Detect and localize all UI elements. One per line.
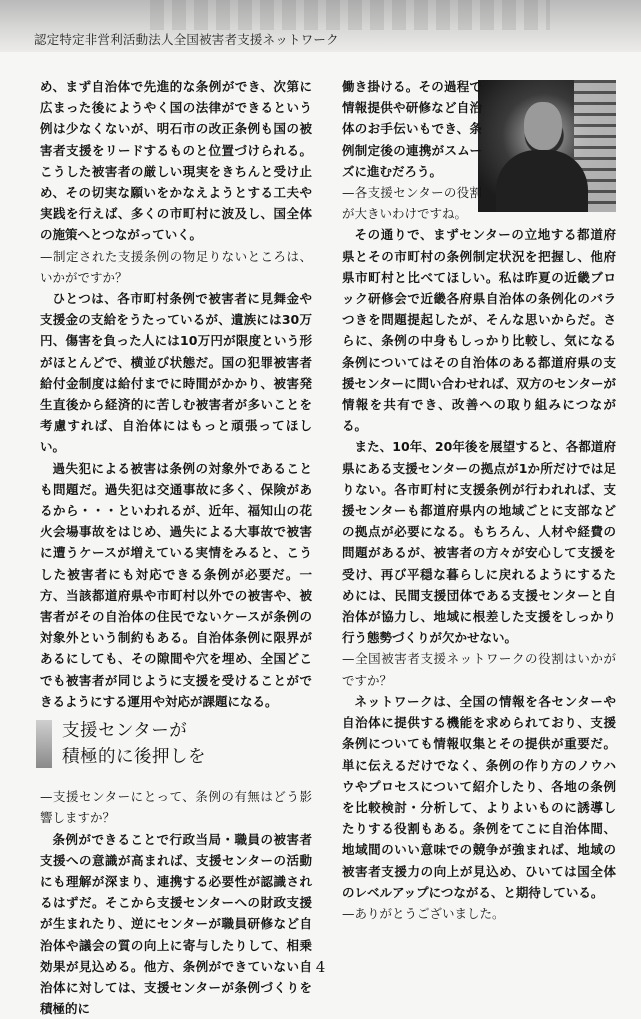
section-title [62,718,206,770]
paragraph: 過失犯による被害は条例の対象外であることも問題だ。過失犯は交通事故に多く、保険があるから・・・といわれるが、近年、福知山の花火会場事故をはじめ、過失による大事故で被害に遭うケースが増えている実情をみると、こうした被害者にも対応できる条例が必要だ。一方、当該都道府県や市町村以外での被害や、被害者がその自治体の住民でないケースが条例の対象外という制約もある。自治体条例に限界があるにしても、その隙間や穴を埋め、全国どこでも被害者が同じように支援を受けることができるようにする運用や対応が課題になる。 [40,458,312,712]
header-title: 認定特定非営利活動法人全国被害者支援ネットワーク [34,30,339,48]
closing-line: —ありがとうございました。 [342,903,616,924]
section-title-line: 支援センターが [62,718,206,744]
question: —制定された支援条例の物足りないところは、いかがですか？ [40,246,312,288]
question: —各支援センターの役割が大きいわけですね。 [342,182,482,224]
banner-decoration [150,0,550,30]
question: —全国被害者支援ネットワークの役割はいかがですか？ [342,648,616,690]
paragraph: め、まず自治体で先進的な条例ができ、次第に広まった後にようやく国の法律ができるという例は少なくないが、明石市の改正条例も国の被害者支援をリードするものと位置づけられる。こうした被害者の厳しい現実をきちんと受け止め、その切実な願いをかなえようとする工夫や実践を行えば、多くの市町村に波及し、国全体の施策へとつながっていく。 [40,76,312,246]
section-heading [40,716,312,780]
paragraph: ひとつは、各市町村条例で被害者に見舞金や支援金の支給をうたっているが、遺族には30万円、傷害を負った人には10万円が限度という形がほとんどで、横並び状態だ。国の犯罪被害者給付金制度は給付までに時間がかかり、被害発生直後から経済的に苦しむ被害者が多いことを考慮すれば、自治体にはもっと頑張ってほしい。 [40,288,312,458]
section-marker [36,720,52,768]
right-column [342,76,616,924]
header-banner [0,0,641,52]
left-column [40,76,312,1019]
paragraph: その通りで、まずセンターの立地する都道府県とその市町村の条例制定状況を把握し、他府県市町村と比べてほしい。私は昨夏の近畿ブロック研修会で近畿各府県自治体の条例化のバラつきを問題提起したが、そんな思いからだ。さらに、条例の中身もしっかり比較し、気になる条例についてはその自治体のある都道府県の支援センターに問い合わせれば、双方のセンターが情報を共有でき、改善への取り組みにつながる。 [342,224,616,436]
page-number: 4 [0,958,641,976]
paragraph: また、10年、20年後を展望すると、各都道府県にある支援センターの拠点が1か所だけでは足りない。各市町村に支援条例が行われれば、支援センターも都道府県内の地域ごとに支部などの拠点が必要になる。もちろん、人材や経費の問題があるが、被害者の方々が安心して支援を受け、再び平穏な暮らしに戻れるようにするためには、民間支援団体である支援センターと自治体が協力し、地域に根差した支援をしっかり行う態勢づくりが欠かせない。 [342,436,616,648]
paragraph: 条例ができることで行政当局・職員の被害者支援への意識が高まれば、支援センターの活動にも理解が深まり、連携する必要性が認識されるはずだ。そこから支援センターへの財政支援が生まれたり、逆にセンターが職員研修など自治体や議会の質の向上に寄与したりして、相乗効果が見込める。他方、条例ができていない自治体に対しては、支援センターが条例づくりを積極的に [40,829,312,1019]
paragraph: 働き掛ける。その過程で情報提供や研修など自治体のお手伝いもでき、条例制定後の連携がスムーズに進むだろう。 [342,76,482,182]
paragraph: ネットワークは、全国の情報を各センターや自治体に提供する機能を求められており、支援条例についても情報収集とその提供が重要だ。単に伝えるだけでなく、条例の作り方のノウハウやプロセスについて紹介したり、各地の条例を比較検討・分析して、よりよいものに誘導したりする役割もある。条例をてこに自治体間、地域間のいい意味での競争が強まれば、地域の被害者支援力の向上が見込め、ひいては国全体のレベルアップにつながる、と期待している。 [342,691,616,903]
question: —支援センターにとって、条例の有無はどう影響しますか？ [40,786,312,828]
section-title-line: 積極的に後押しを [62,744,206,770]
